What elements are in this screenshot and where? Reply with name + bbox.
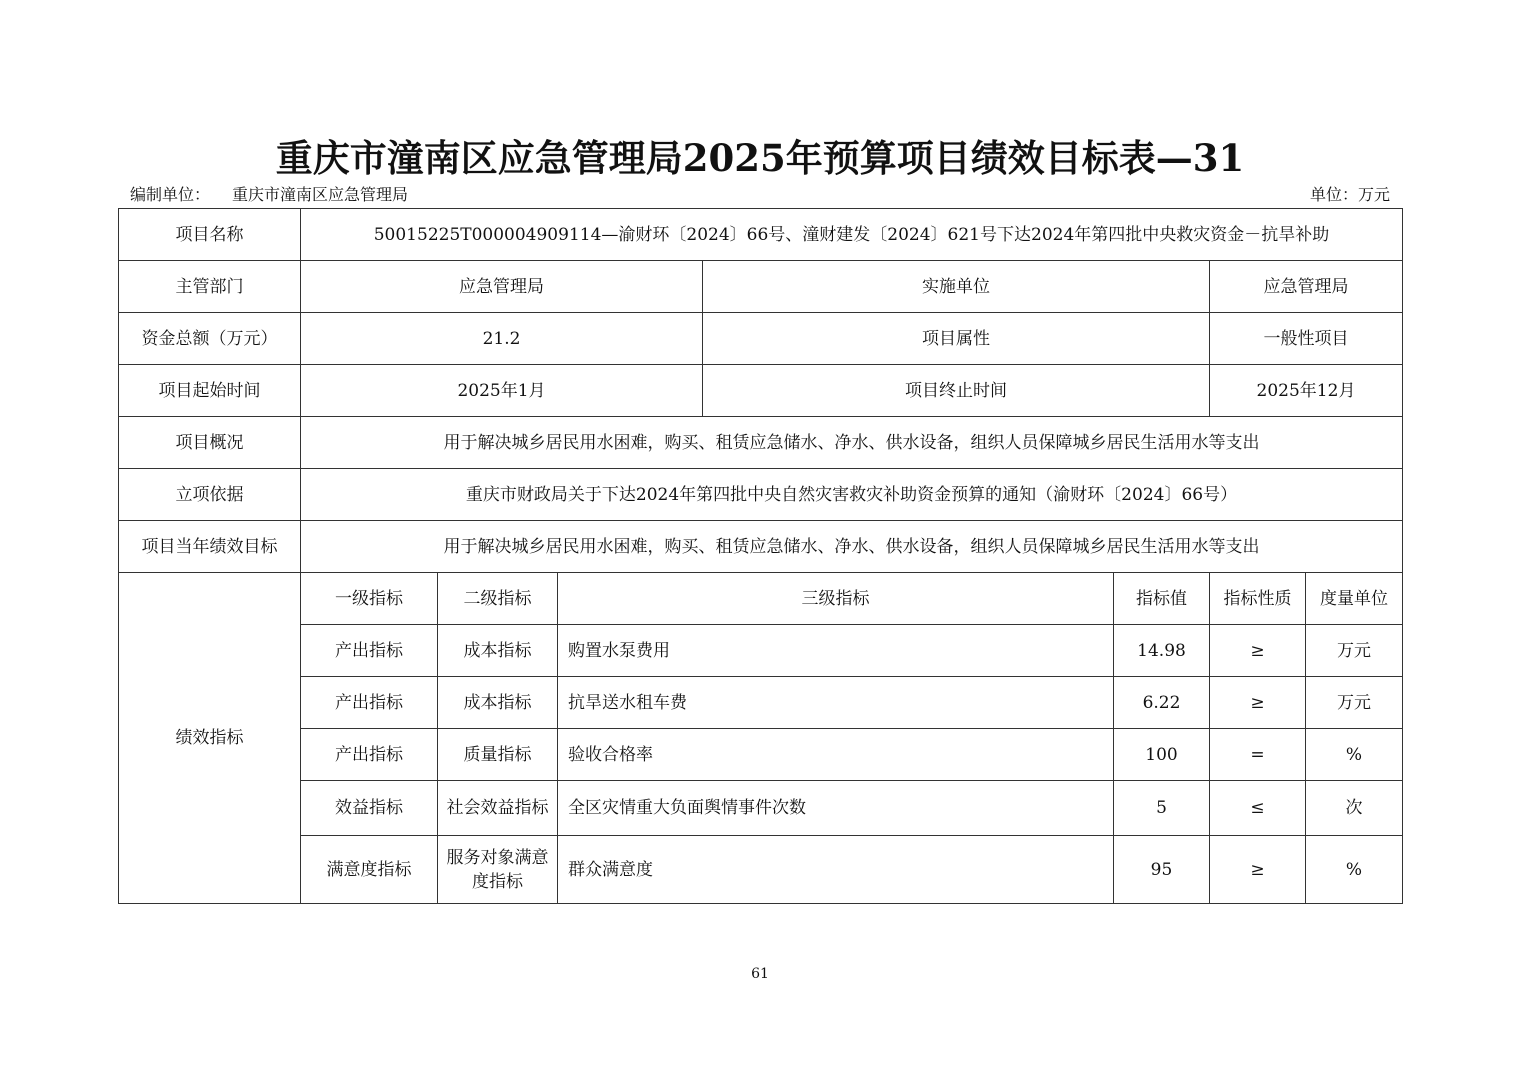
dept-value: 应急管理局 [301, 261, 703, 313]
indicator-l3: 验收合格率 [558, 729, 1114, 781]
header-l1: 一级指标 [301, 573, 438, 625]
unit-note: 单位：万元 [1309, 185, 1390, 204]
row-goal [119, 521, 1403, 573]
table-row [119, 836, 1403, 904]
page-number: 61 [751, 966, 769, 982]
header-value: 指标值 [1114, 573, 1210, 625]
indicator-l2: 社会效益指标 [438, 781, 558, 836]
indicator-l2: 成本指标 [438, 625, 558, 677]
row-funds [119, 313, 1403, 365]
indicator-header-row [119, 573, 1403, 625]
indicator-l1: 产出指标 [301, 625, 438, 677]
end-value: 2025年12月 [1210, 365, 1403, 417]
indicator-value: 14.98 [1114, 625, 1210, 677]
goal-label: 项目当年绩效目标 [119, 521, 301, 573]
goal-value: 用于解决城乡居民用水困难，购买、租赁应急储水、净水、供水设备，组织人员保障城乡居民生活用水等支出 [301, 521, 1403, 573]
indicator-l1: 满意度指标 [301, 836, 438, 904]
indicator-value: 6.22 [1114, 677, 1210, 729]
funds-value: 21.2 [301, 313, 703, 365]
indicator-unit: % [1306, 729, 1403, 781]
indicator-l1: 产出指标 [301, 729, 438, 781]
header-nature: 指标性质 [1210, 573, 1306, 625]
basis-value: 重庆市财政局关于下达2024年第四批中央自然灾害救灾补助资金预算的通知（渝财环〔2024〕66号） [301, 469, 1403, 521]
indicator-l2: 质量指标 [438, 729, 558, 781]
indicator-nature: ≤ [1210, 781, 1306, 836]
overview-label: 项目概况 [119, 417, 301, 469]
project-name-label: 项目名称 [119, 209, 301, 261]
header-l2: 二级指标 [438, 573, 558, 625]
basis-label: 立项依据 [119, 469, 301, 521]
start-value: 2025年1月 [301, 365, 703, 417]
indicator-nature: = [1210, 729, 1306, 781]
indicator-l2: 服务对象满意度指标 [438, 836, 558, 904]
table-row [119, 729, 1403, 781]
funds-label: 资金总额（万元） [119, 313, 301, 365]
start-label: 项目起始时间 [119, 365, 301, 417]
table-row [119, 781, 1403, 836]
indicator-l3: 全区灾情重大负面舆情事件次数 [558, 781, 1114, 836]
row-basis [119, 469, 1403, 521]
dept-label: 主管部门 [119, 261, 301, 313]
indicators-section-label: 绩效指标 [119, 573, 301, 904]
project-name-value: 50015225T000004909114—渝财环〔2024〕66号、潼财建发〔2024〕621号下达2024年第四批中央救灾资金－抗旱补助 [301, 209, 1403, 261]
compile-unit-label: 编制单位： [130, 185, 211, 204]
compile-unit-name: 重庆市潼南区应急管理局 [232, 185, 409, 204]
overview-value: 用于解决城乡居民用水困难，购买、租赁应急储水、净水、供水设备，组织人员保障城乡居民生活用水等支出 [301, 417, 1403, 469]
end-label: 项目终止时间 [703, 365, 1210, 417]
impl-label: 实施单位 [703, 261, 1210, 313]
indicator-l2: 成本指标 [438, 677, 558, 729]
indicator-nature: ≥ [1210, 836, 1306, 904]
indicator-unit: 次 [1306, 781, 1403, 836]
row-overview [119, 417, 1403, 469]
indicator-l1: 产出指标 [301, 677, 438, 729]
attr-value: 一般性项目 [1210, 313, 1403, 365]
indicator-value: 5 [1114, 781, 1210, 836]
indicator-l3: 群众满意度 [558, 836, 1114, 904]
page-title: 重庆市潼南区应急管理局2025年预算项目绩效目标表—31 [275, 136, 1245, 180]
indicator-value: 95 [1114, 836, 1210, 904]
row-period [119, 365, 1403, 417]
row-project-name [119, 209, 1403, 261]
indicator-unit: % [1306, 836, 1403, 904]
indicator-unit: 万元 [1306, 625, 1403, 677]
header-unit: 度量单位 [1306, 573, 1403, 625]
impl-value: 应急管理局 [1210, 261, 1403, 313]
indicator-nature: ≥ [1210, 677, 1306, 729]
table-row [119, 677, 1403, 729]
indicator-value: 100 [1114, 729, 1210, 781]
indicator-unit: 万元 [1306, 677, 1403, 729]
row-department [119, 261, 1403, 313]
table-row [119, 625, 1403, 677]
performance-table [118, 208, 1403, 904]
attr-label: 项目属性 [703, 313, 1210, 365]
indicator-l3: 抗旱送水租车费 [558, 677, 1114, 729]
header-l3: 三级指标 [558, 573, 1114, 625]
indicator-l3: 购置水泵费用 [558, 625, 1114, 677]
indicator-nature: ≥ [1210, 625, 1306, 677]
compile-unit-line [130, 184, 408, 206]
indicator-l1: 效益指标 [301, 781, 438, 836]
